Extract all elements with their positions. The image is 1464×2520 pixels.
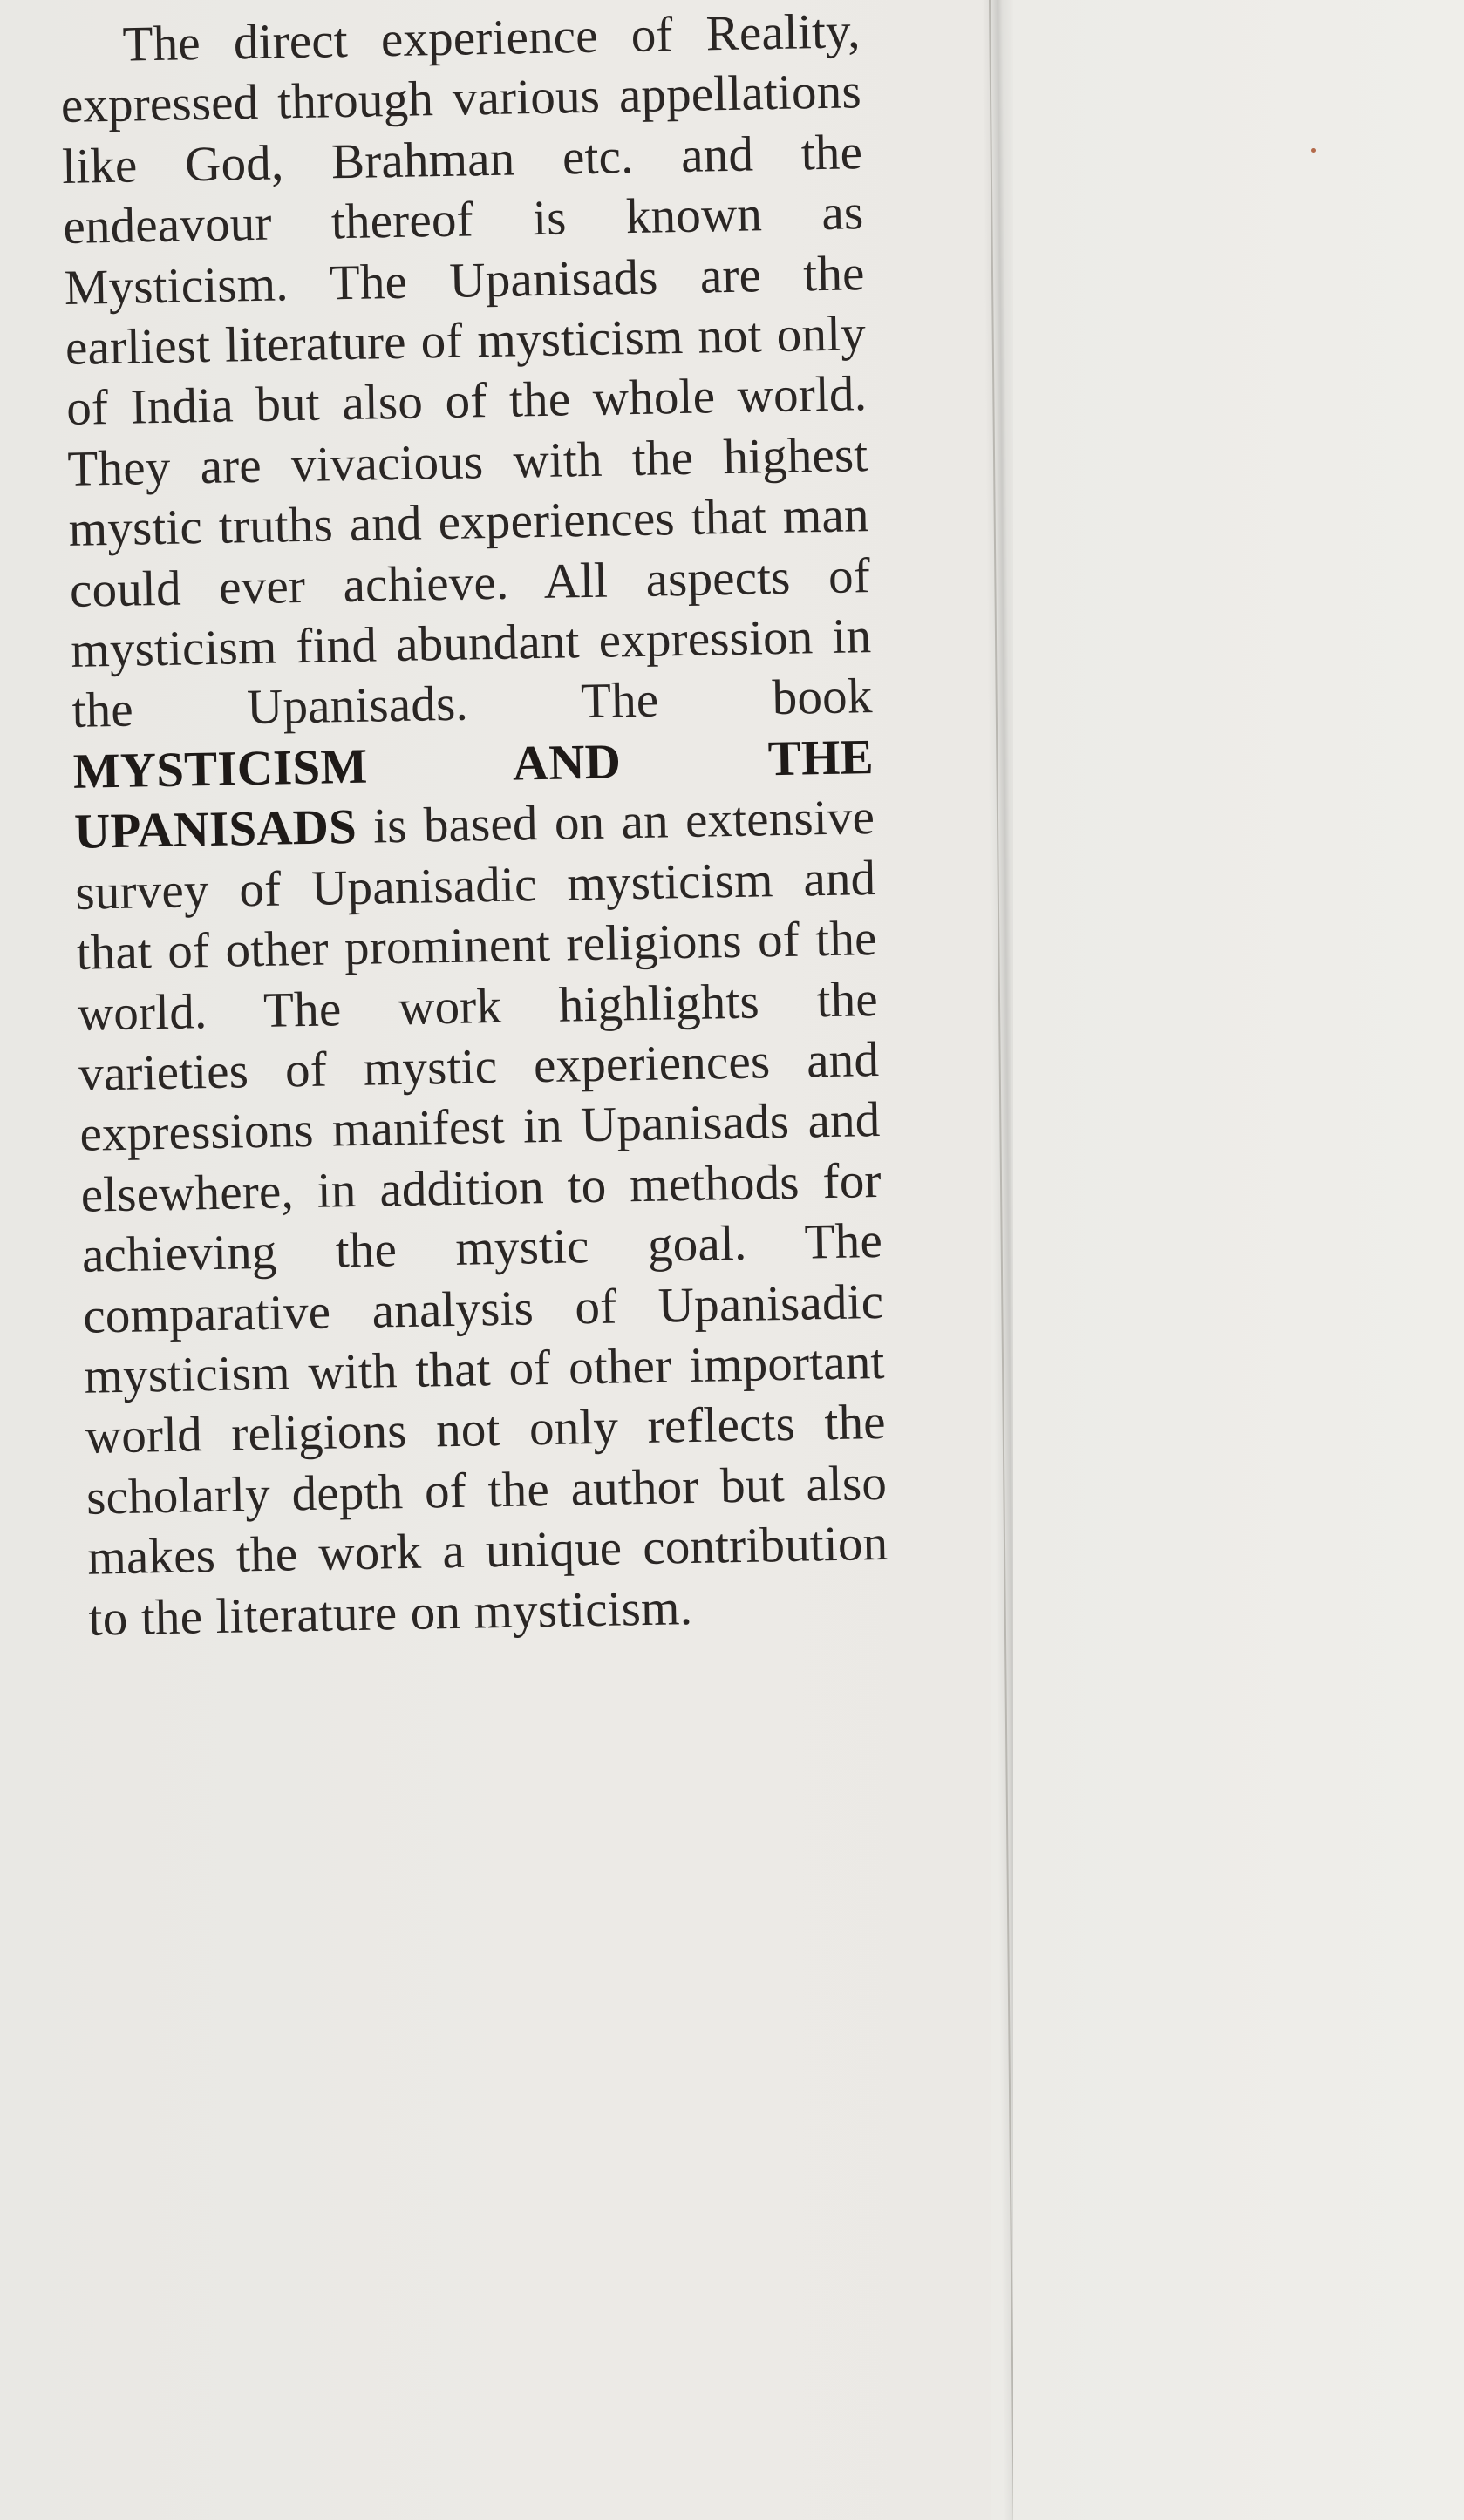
flap-blurb — [59, 1, 889, 1648]
cover-panel — [1013, 0, 1464, 2520]
blurb-intro: The direct experience of Reality, expressed through various appellations like God, Brahman etc. and the endeavour thereof is known as Mysticism. The Upanisads are the earliest literature of mysticism not only of India but also of the whole world. They are vivacious with the highest mystic truths and experiences that man could ever achieve. All aspects of mysticism find abundant expression in the Upanisads. The book — [60, 3, 874, 739]
speck — [1311, 148, 1316, 153]
blurb-body: is based on an extensive survey of Upanisadic mysticism and that of other prominent religions of the world. The work highlights the varieties of mystic experiences and expressions manifest in Upanisads and elsewhere, in addition to methods for achieving the mystic goal. The comparative analysis of Upanisadic mysticism with that of other important world religions not only reflects the scholarly depth of the author but also makes the work a unique contribution to the literature on mysticism. — [74, 790, 889, 1647]
book-title: MYSTICISM AND THE UPANISADS — [72, 729, 875, 860]
